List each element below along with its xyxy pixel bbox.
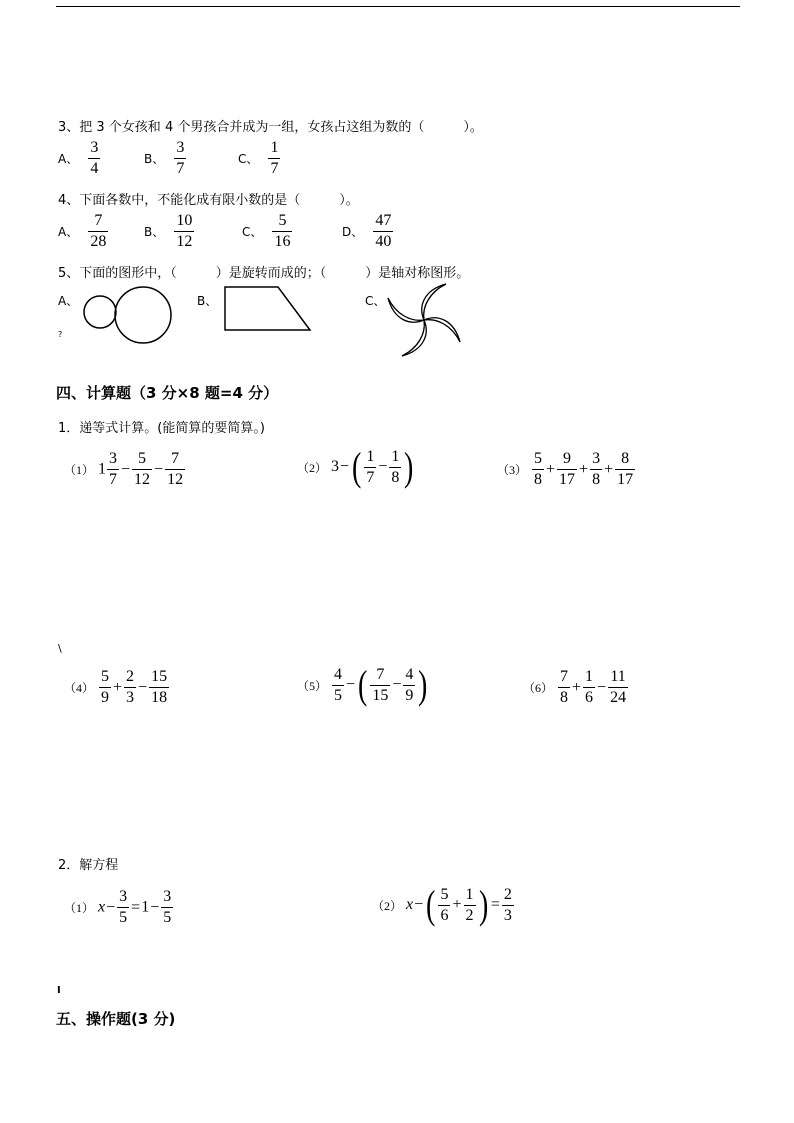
section-5-title: 五、操作题(3 分) xyxy=(56,1010,176,1028)
fraction: $\frac{5}{16}$ xyxy=(274,212,291,250)
expr-5: （5） $\frac{4}{5}$ −( $\frac{7}{15}$ − $\frac{4}{9}$ ) xyxy=(297,662,428,707)
fraction: $\frac{7}{28}$ xyxy=(90,212,107,250)
expr-6: （6） $\frac{7}{8}$ + $\frac{1}{6}$ − $\frac{11}{24}$ xyxy=(523,668,627,706)
q5-note-mark: ? xyxy=(58,330,63,339)
equation-1: （1） x− $\frac{3}{5}$ =1− $\frac{3}{5}$ xyxy=(64,888,172,926)
q3-option-a xyxy=(58,140,101,177)
expr-4: （4） $\frac{5}{9}$ + $\frac{2}{3}$ − $\frac{15}{18}$ xyxy=(64,668,168,706)
question-4-text: 4、下面各数中，不能化成有限小数的是（ ）。 xyxy=(58,193,359,208)
fraction: $\frac{3}{4}$ xyxy=(90,139,99,177)
pinwheel-figure xyxy=(382,278,466,362)
section-4-title: 四、计算题（3 分×8 题=4 分） xyxy=(56,384,279,402)
equation-2: （2） x−( $\frac{5}{6}$ + $\frac{1}{2}$ ) = $\frac{2}{3}$ xyxy=(372,882,512,927)
trapezoid-figure xyxy=(222,284,316,334)
option-letter: A、 xyxy=(58,225,79,239)
stray-mark: \ xyxy=(58,642,62,655)
option-letter: C、 xyxy=(238,152,259,166)
question-3-text: 3、把 3 个女孩和 4 个男孩合并成为一组，女孩占这组为数的（ ）。 xyxy=(58,120,483,135)
option-letter: B、 xyxy=(144,225,165,239)
q4-option-d xyxy=(342,213,394,250)
option-letter: A、 xyxy=(58,152,79,166)
q3-option-c xyxy=(238,140,281,177)
section-4-sub2: 2．解方程 xyxy=(58,858,119,873)
section-5-mark: I xyxy=(57,985,61,996)
top-rule xyxy=(56,6,740,7)
section-4-sub1: 1．递等式计算。(能简算的要简算。) xyxy=(58,421,265,436)
q5-label-b: B、 xyxy=(197,294,218,308)
small-circle xyxy=(84,296,116,328)
pinwheel-blade xyxy=(424,318,460,342)
expr-1: （1） 1 $\frac{3}{7}$ − $\frac{5}{12}$ − $\frac{7}{12}$ xyxy=(64,450,184,488)
q5-label-c: C、 xyxy=(365,294,386,308)
expr-3: （3） $\frac{5}{8}$ + $\frac{9}{17}$ + $\frac{3}{8}$ + $\frac{8}{17}$ xyxy=(497,450,634,488)
q4-option-c xyxy=(242,213,293,250)
two-circles-figure xyxy=(80,282,176,348)
q5-label-a: A、 xyxy=(58,294,79,308)
option-letter: D、 xyxy=(342,225,364,239)
expr-2: （2） 3−( $\frac{1}{7}$ − $\frac{1}{8}$ ) xyxy=(297,444,414,489)
fraction: $\frac{10}{12}$ xyxy=(176,212,193,250)
q4-option-a xyxy=(58,213,109,250)
fraction: $\frac{3}{7}$ xyxy=(176,139,185,177)
option-letter: C、 xyxy=(242,225,263,239)
pinwheel-blade xyxy=(422,284,446,320)
option-letter: B、 xyxy=(144,152,165,166)
pinwheel-blade xyxy=(402,320,426,356)
fraction: $\frac{47}{40}$ xyxy=(375,212,392,250)
q4-option-b xyxy=(144,213,195,250)
question-5-text: 5、下面的图形中，（ ）是旋转而成的；（ ）是轴对称图形。 xyxy=(58,266,470,281)
q3-option-b xyxy=(144,140,187,177)
trapezoid xyxy=(225,287,310,330)
fraction: $\frac{1}{7}$ xyxy=(270,139,279,177)
pinwheel-blade xyxy=(388,298,424,322)
large-circle xyxy=(115,287,171,343)
